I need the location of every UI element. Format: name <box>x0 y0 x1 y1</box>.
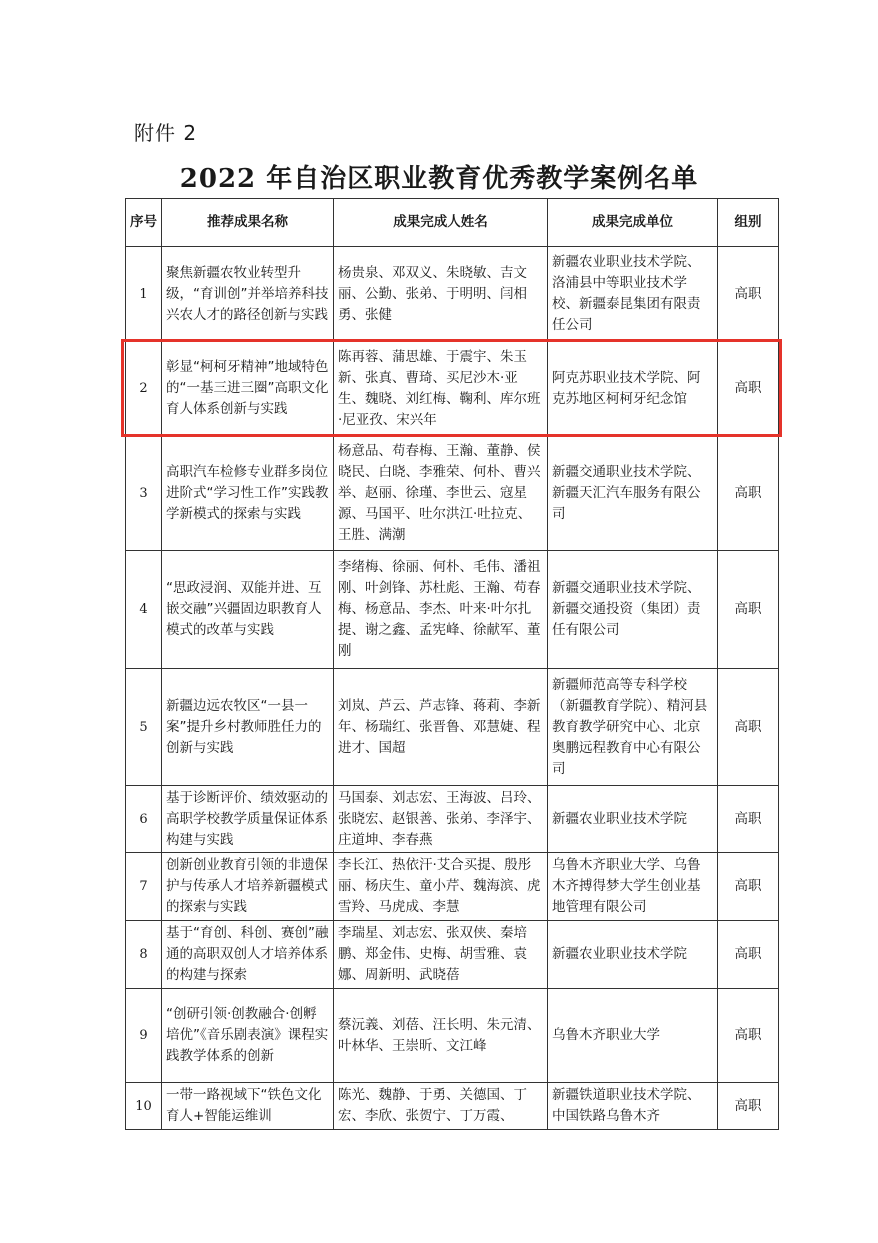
row-no: 8 <box>126 921 162 989</box>
table-row <box>126 436 779 551</box>
cases-table <box>125 198 779 1130</box>
row-no: 4 <box>126 551 162 669</box>
row-unit: 新疆师范高等专科学校（新疆教育学院）、精河县教育教学研究中心、北京奥鹏远程教育中心有限公司 <box>548 669 718 786</box>
row-unit: 新疆交通职业技术学院、新疆交通投资（集团）责任有限公司 <box>548 551 718 669</box>
row-unit: 乌鲁木齐职业大学、乌鲁木齐搏得梦大学生创业基地管理有限公司 <box>548 853 718 921</box>
row-case-name: 高职汽车检修专业群多岗位进阶式“学习性工作”实践教学新模式的探索与实践 <box>162 436 334 551</box>
row-group: 高职 <box>718 247 779 342</box>
table-row <box>126 853 779 921</box>
row-case-name: 新疆边远农牧区“一县一案”提升乡村教师胜任力的创新与实践 <box>162 669 334 786</box>
row-people: 李长江、热依汗·艾合买提、殷彤丽、杨庆生、童小芹、魏海滨、虎雪羚、马虎成、李慧 <box>334 853 548 921</box>
row-unit: 阿克苏职业技术学院、阿克苏地区柯柯牙纪念馆 <box>548 342 718 436</box>
row-no: 3 <box>126 436 162 551</box>
row-people: 陈光、魏静、于勇、关德国、丁宏、李欣、张贺宁、丁万霞、 <box>334 1083 548 1130</box>
row-no: 2 <box>126 342 162 436</box>
row-people: 刘岚、芦云、芦志锋、蒋莉、李新年、杨瑞红、张晋鲁、邓慧婕、程进才、国超 <box>334 669 548 786</box>
row-case-name: 聚焦新疆农牧业转型升级，“育训创”并举培养科技兴农人才的路径创新与实践 <box>162 247 334 342</box>
row-unit: 新疆铁道职业技术学院、中国铁路乌鲁木齐 <box>548 1083 718 1130</box>
row-people: 李瑞星、刘志宏、张双侠、秦培鹏、郑金伟、史梅、胡雪雅、袁娜、周新明、武晓蓓 <box>334 921 548 989</box>
row-people: 李绪梅、徐丽、何朴、毛伟、潘祖刚、叶剑锋、苏杜彪、王瀚、苟春梅、杨意品、李杰、叶来·叶尔扎提、谢之鑫、孟宪峰、徐献军、董刚 <box>334 551 548 669</box>
table-row <box>126 669 779 786</box>
row-no: 6 <box>126 786 162 853</box>
row-people: 杨贵泉、邓双义、朱晓敏、吉文丽、公勤、张弟、于明明、闫相勇、张健 <box>334 247 548 342</box>
table-header-row <box>126 199 779 247</box>
row-group: 高职 <box>718 853 779 921</box>
row-case-name: “思政浸润、双能并进、互嵌交融”兴疆固边职教育人模式的改革与实践 <box>162 551 334 669</box>
row-case-name: 基于诊断评价、绩效驱动的高职学校教学质量保证体系构建与实践 <box>162 786 334 853</box>
row-case-name: “创研引领·创教融合·创孵培优”《音乐剧表演》课程实践教学体系的创新 <box>162 989 334 1083</box>
document-title: 2022 年自治区职业教育优秀教学案例名单 <box>179 164 699 194</box>
row-people: 杨意品、苟春梅、王瀚、董静、侯晓民、白晓、李雅荣、何朴、曹兴举、赵丽、徐瑾、李世云、寇星源、马国平、吐尔洪江·吐拉克、王胜、满潮 <box>334 436 548 551</box>
table-row <box>126 342 779 436</box>
row-no: 10 <box>126 1083 162 1130</box>
row-unit: 新疆农业职业技术学院 <box>548 921 718 989</box>
header-group: 组别 <box>718 199 779 247</box>
row-group: 高职 <box>718 342 779 436</box>
header-no: 序号 <box>126 199 162 247</box>
row-no: 5 <box>126 669 162 786</box>
row-group: 高职 <box>718 436 779 551</box>
row-case-name: 创新创业教育引领的非遗保护与传承人才培养新疆模式的探索与实践 <box>162 853 334 921</box>
table-row <box>126 786 779 853</box>
row-group: 高职 <box>718 786 779 853</box>
row-no: 1 <box>126 247 162 342</box>
row-people: 陈再蓉、蒲思雄、于震宇、朱玉新、张真、曹琦、买尼沙木·亚生、魏晓、刘红梅、鞠利、库尔班·尼亚孜、宋兴年 <box>334 342 548 436</box>
row-group: 高职 <box>718 1083 779 1130</box>
header-unit: 成果完成单位 <box>548 199 718 247</box>
table-row <box>126 921 779 989</box>
table-row <box>126 247 779 342</box>
row-no: 7 <box>126 853 162 921</box>
row-group: 高职 <box>718 989 779 1083</box>
table-row <box>126 1083 779 1130</box>
row-group: 高职 <box>718 921 779 989</box>
row-no: 9 <box>126 989 162 1083</box>
row-unit: 新疆农业职业技术学院 <box>548 786 718 853</box>
row-unit: 新疆交通职业技术学院、新疆天汇汽车服务有限公司 <box>548 436 718 551</box>
header-people: 成果完成人姓名 <box>334 199 548 247</box>
row-unit: 乌鲁木齐职业大学 <box>548 989 718 1083</box>
row-unit: 新疆农业职业技术学院、洛浦县中等职业技术学校、新疆泰昆集团有限责任公司 <box>548 247 718 342</box>
row-case-name: 一带一路视域下“铁色文化育人+智能运维训 <box>162 1083 334 1130</box>
row-people: 马国泰、刘志宏、王海波、吕玲、张晓宏、赵银善、张弟、李泽宇、庄道坤、李春燕 <box>334 786 548 853</box>
row-case-name: 基于“育创、科创、赛创”融通的高职双创人才培养体系的构建与探索 <box>162 921 334 989</box>
row-people: 蔡沅義、刘蓓、汪长明、朱元清、叶林华、王崇昕、文江峰 <box>334 989 548 1083</box>
table-row <box>126 989 779 1083</box>
header-name: 推荐成果名称 <box>162 199 334 247</box>
row-group: 高职 <box>718 551 779 669</box>
attachment-label: 附件 2 <box>134 121 198 145</box>
row-case-name: 彰显“柯柯牙精神”地域特色的“一基三进三圈”高职文化育人体系创新与实践 <box>162 342 334 436</box>
table-row <box>126 551 779 669</box>
row-group: 高职 <box>718 669 779 786</box>
